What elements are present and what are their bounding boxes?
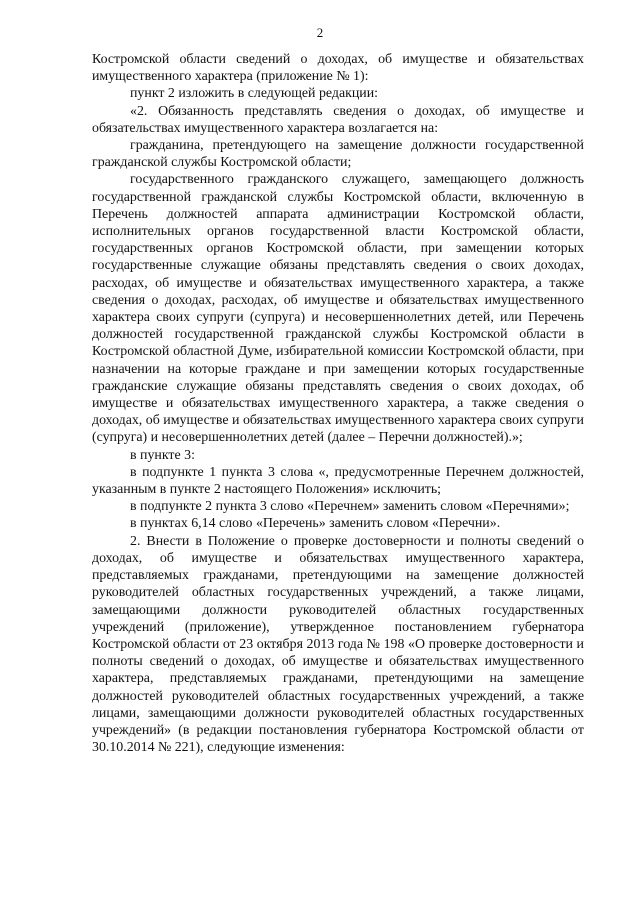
- paragraph: гражданина, претендующего на замещение должности государственной гражданской службы Костромской области;: [92, 138, 584, 171]
- paragraph: в пунктах 6,14 слово «Перечень» заменить словом «Перечни».: [130, 516, 501, 532]
- paragraph: в пункте 3:: [130, 447, 195, 463]
- paragraph: в подпункте 2 пункта 3 слово «Перечнем» заменить словом «Перечнями»;: [130, 499, 570, 515]
- paragraph: Костромской области сведений о доходах, об имуществе и обязательствах имущественного характера (приложение № 1):: [92, 52, 584, 85]
- paragraph: «2. Обязанность представлять сведения о доходах, об имуществе и обязательствах имущественного характера возлагается на:: [92, 103, 584, 136]
- paragraph: пункт 2 изложить в следующей редакции:: [130, 86, 379, 102]
- paragraph: 2. Внести в Положение о проверке достоверности и полноты сведений о доходах, об имуществе и обязательствах имущественного характера, представляемых гражданами, претендующими на замещение должностей руководителей областных государственных учреждений, а также лицами, замещающими должности руководителей областных государственных учреждений (приложение), утвержденное постановлением губернатора Костромской области от 23 октября 2013 года № 198 «О проверке достоверности и полноты сведений о доходах, об имуществе и обязательствах имущественного характера, представляемых гражданами, претендующими на замещение должностей руководителей областных государственных учреждений, а также лицами, замещающими должности руководителей областных государственных учреждений» (в редакции постановления губернатора Костромской области от 30.10.2014 № 221), следующие изменения:: [92, 533, 584, 756]
- document-body: [92, 51, 584, 756]
- page-number: 2: [316, 25, 324, 40]
- paragraph: в подпункте 1 пункта 3 слова «, предусмотренные Перечнем должностей, указанным в пункте 2 настоящего Положения» исключить;: [92, 464, 584, 498]
- paragraph: государственного гражданского служащего, замещающего должность государственной гражданской службы Костромской области, включенную в Перечень должностей аппарата администрации Костромской области, исполнительных органов государственной власти Костромской области, государственных органов Костромской области, при замещении которых государственные служащие обязаны представлять сведения о своих доходах, расходах, об имуществе и обязательствах имущественного характера, а также сведения о доходах, расходах, об имуществе и обязательствах имущественного характера своих супруги (супруга) и несовершеннолетних детей, или Перечень должностей государственной гражданской службы Костромской области в Костромской областной Думе, избирательной комиссии Костромской области, при назначении на которые граждане и при замещении которых государственные гражданские служащие обязаны представлять сведения о своих доходах, об имуществе и обязательствах имущественного характера, а также сведения о доходах, об имуществе и обязательствах имущественного характера своих супруги (супруга) и несовершеннолетних детей (далее – Перечни должностей).»;: [92, 172, 584, 446]
